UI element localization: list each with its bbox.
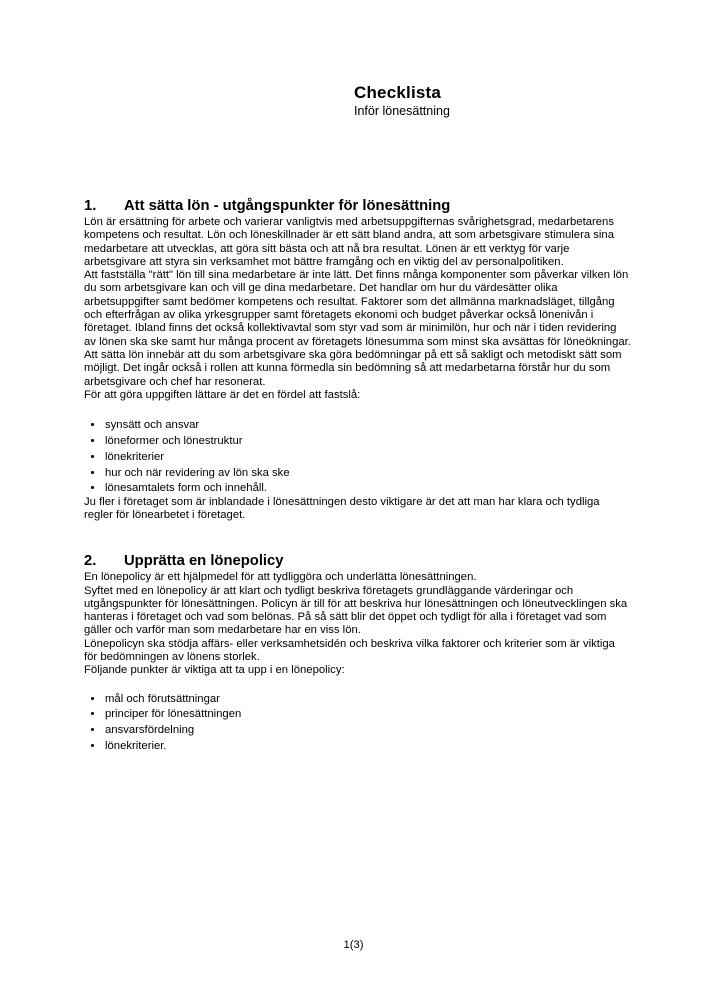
list-item: • lönekriterier. (104, 740, 631, 753)
section-1-heading-text: Att sätta lön - utgångspunkter för lönesättning (124, 198, 451, 214)
page-number: 1(3) (343, 939, 364, 951)
list-item: • lönekriterier (104, 451, 631, 464)
list-item: • hur och när revidering av lön ska ske (104, 467, 631, 480)
list-item: • synsätt och ansvar (104, 419, 631, 432)
section-2-paragraph-1: En lönepolicy är ett hjälpmedel för att tydliggöra och underlätta lönesättningen. (84, 571, 477, 584)
section-1-paragraph-closing: Ju fler i företaget som är inblandade i lönesättningen desto viktigare är det att man har klara och tydliga regler för lönearbetet i företaget. (84, 495, 600, 521)
list-item: • ansvarsfördelning (104, 724, 631, 737)
section-2-bullet-list (84, 693, 631, 754)
list-item: • lönesamtalets form och innehåll. (104, 482, 631, 495)
document-subtitle: Inför lönesättning (354, 104, 450, 118)
section-1-heading (84, 197, 631, 216)
list-item: • mål och förutsättningar (104, 693, 631, 706)
section-2-number: 2. (84, 553, 97, 570)
section-2-heading (84, 552, 631, 571)
section-2-paragraph-2: Syftet med en lönepolicy är att klart och tydligt beskriva företagets grundläggande värderingar och utgångspunkter för lönesättningen. Policyn är till för att beskriva hur lönesättningen och löneutvecklingen ska hanteras i företaget och vad som belönas. På så sätt blir det öppet och tydligt för alla i företaget vad som gäller och varför man som medarbetare har en viss lön. (84, 584, 628, 637)
document-title: Checklista (354, 83, 442, 102)
document-header (354, 83, 450, 119)
document-body (84, 197, 631, 753)
section-1-paragraph-1: Lön är ersättning för arbete och varierar vanligtvis med arbetsuppgifternas svårighetsgrad, medarbetarens kompetens och resultat. Lön och löneskillnader är ett sätt bland andra, att som arbetsgivare stimulera sina medarbetare att utvecklas, att göra sitt bästa och att nå bra resultat. Lönen är ett verktyg för varje arbetsgivare att styra sin verksamhet mot bättre framgång och en viktig del av personalpolitiken. (84, 216, 614, 268)
section-1-paragraph-3: Att sätta lön innebär att du som arbetsgivare ska göra bedömningar på ett så sakligt och metodiskt sätt som möjligt. Det ingår också i rollen att kunna förmedla sin bedömning så att medarbetarna förstår hur du som arbetsgivare och chef har resonerat. (84, 348, 622, 388)
list-item: • principer för lönesättningen (104, 708, 631, 721)
section-2-heading-text: Upprätta en lönepolicy (124, 553, 284, 570)
section-1-list-intro: För att göra uppgiften lättare är det en fördel att fastslå: (84, 388, 361, 401)
section-1-bullet-list (84, 419, 631, 495)
section-2-paragraph-3: Lönepolicyn ska stödja affärs- eller verksamhetsidén och beskriva vilka faktorer och kriterier som är viktiga för bedömningen av lönens storlek. (84, 637, 615, 664)
list-item: • löneformer och lönestruktur (104, 435, 631, 448)
section-1-paragraph-2: Att fastställa "rätt" lön till sina medarbetare är inte lätt. Det finns många komponenter som påverkar vilken lön du som arbetsgivare kan och vill ge dina medarbetare. Det handlar om hur du värdesätter olika arbetsuppgifter samt bedömer kompetens och resultat. Faktorer som det allmänna marknadsläget, tillgång och efterfrågan av olika yrkesgrupper samt företagets ekonomi och budget påverkar också lönenivån i företaget. Ibland finns det också kollektivavtal som styr vad som är minimilön, hur och när i tiden revidering av lönen ska ske samt hur många procent av företagets lönesumma som minst ska avsättas för löneökningar. (84, 269, 631, 348)
section-1-number: 1. (84, 198, 97, 214)
section-2-list-intro: Följande punkter är viktiga att ta upp i en lönepolicy: (84, 664, 345, 677)
